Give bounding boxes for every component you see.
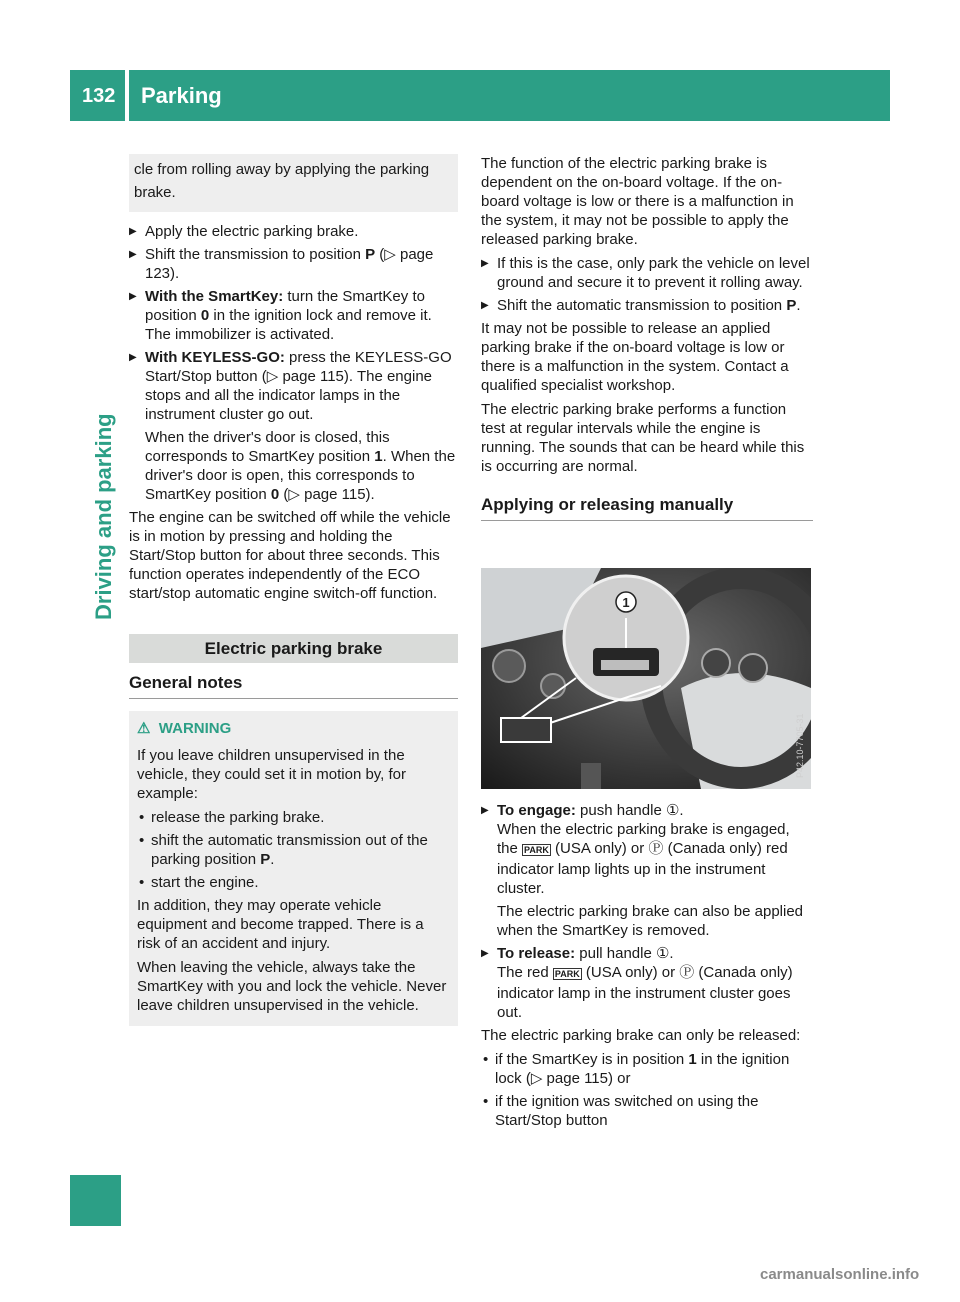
- left-column: [129, 154, 458, 1026]
- step-apply-brake: ▶ Apply the electric parking brake.: [129, 222, 458, 241]
- warning-paragraph: In addition, they may operate vehicle equipment and become trapped. There is a risk of an accident and injury.: [137, 897, 424, 952]
- warning-bullet: • start the engine.: [137, 873, 450, 892]
- warning-title: ⚠ WARNING: [137, 720, 232, 737]
- step-engage: ▶ To engage: push handle ①. When the electric parking brake is engaged, the PARK (USA only) or Ⓟ (Canada only) red indicator lamp lights up in the instrument cluster.: [481, 801, 813, 898]
- engage-note: The electric parking brake can also be applied when the SmartKey is removed.: [497, 903, 804, 939]
- warning-bullet: • shift the automatic transmission out of the parking position P.: [137, 831, 450, 869]
- warning-icon: ⚠: [137, 720, 151, 737]
- intro-box: [129, 154, 458, 212]
- warning-bullet: • release the parking brake.: [137, 808, 450, 827]
- step-keyless-go: ▶ With KEYLESS-GO: press the KEYLESS-GO Start/Stop button (▷ page 115). The engine stops and all the indicator lamps in the instrument cluster go out.: [129, 348, 458, 424]
- step-smartkey: ▶ With the SmartKey: turn the SmartKey to position 0 in the ignition lock and remove it. The immobilizer is activated.: [129, 287, 458, 344]
- warning-box: [129, 711, 458, 1026]
- release-conditions-paragraph: The electric parking brake can only be released:: [481, 1027, 801, 1044]
- photo-code: P42.10-7705-31: [795, 713, 805, 778]
- step-park-level-ground: ▶ If this is the case, only park the vehicle on level ground and secure it to prevent it rolling away.: [481, 254, 813, 292]
- function-test-paragraph: The electric parking brake performs a function test at regular intervals while the engine is running. The sounds that can be heard while this is occurring are normal.: [481, 401, 805, 475]
- chapter-title: Parking: [141, 83, 222, 108]
- step-release: ▶ To release: pull handle ①. The red PARK (USA only) or Ⓟ (Canada only) indicator lamp in the instrument cluster goes out.: [481, 944, 813, 1022]
- warning-intro: If you leave children unsupervised in the vehicle, they could set it in motion by, for example:: [137, 747, 407, 802]
- step-keyless-go-extra: When the driver's door is closed, this corresponds to SmartKey position 1. When the driver's door is open, this corresponds to SmartKey position 0 (▷ page 115).: [145, 429, 456, 503]
- right-column-lower: [481, 801, 813, 1134]
- release-condition-bullet: • if the ignition was switched on using the Start/Stop button: [481, 1092, 813, 1130]
- callout-number: 1: [622, 595, 630, 610]
- park-icon: PARK: [524, 845, 549, 855]
- release-voltage-paragraph: It may not be possible to release an applied parking brake if the on-board voltage is low or there is a malfunction in the system. Contact a qualified specialist workshop.: [481, 320, 789, 394]
- header-divider: [125, 70, 129, 121]
- p-circle-icon: Ⓟ: [648, 840, 664, 857]
- sidebar-label-text: Driving and parking: [91, 413, 116, 620]
- parking-brake-photo: [481, 568, 811, 789]
- manual-heading: Applying or releasing manually: [481, 495, 813, 521]
- dashboard-illustration: [481, 568, 811, 789]
- step-shift-transmission: ▶ Shift the transmission to position P (▷ page 123).: [129, 245, 458, 283]
- sidebar-section-label: [75, 413, 135, 790]
- release-condition-bullet: • if the SmartKey is in position 1 in the ignition lock (▷ page 115) or: [481, 1050, 813, 1088]
- park-icon: PARK: [554, 969, 580, 979]
- page-number: 132: [82, 85, 116, 107]
- sub-title: General notes: [129, 673, 458, 699]
- section-title: Electric parking brake: [129, 634, 458, 663]
- sidebar-color-block: [70, 1175, 121, 1226]
- step-shift-to-p: ▶ Shift the automatic transmission to position P.: [481, 296, 813, 315]
- page-header: [70, 70, 890, 121]
- voltage-paragraph: The function of the electric parking brake is dependent on the on-board voltage. If the on-board voltage is low or there is a malfunction in the system, it may not be possible to apply the released parking brake.: [481, 155, 794, 248]
- warning-paragraph: When leaving the vehicle, always take the SmartKey with you and lock the vehicle. Never leave children unsupervised in the vehicle.: [137, 959, 447, 1014]
- right-column: [481, 154, 813, 521]
- watermark: carmanualsonline.info: [760, 1266, 920, 1283]
- engine-switch-off-paragraph: The engine can be switched off while the vehicle is in motion by pressing and holding the Start/Stop button for about three seconds. This function operates independently of the ECO start/stop automatic engine switch-off function.: [129, 509, 451, 602]
- intro-text: cle from rolling away by applying the parking brake.: [134, 161, 430, 201]
- p-circle-icon: Ⓟ: [679, 964, 695, 981]
